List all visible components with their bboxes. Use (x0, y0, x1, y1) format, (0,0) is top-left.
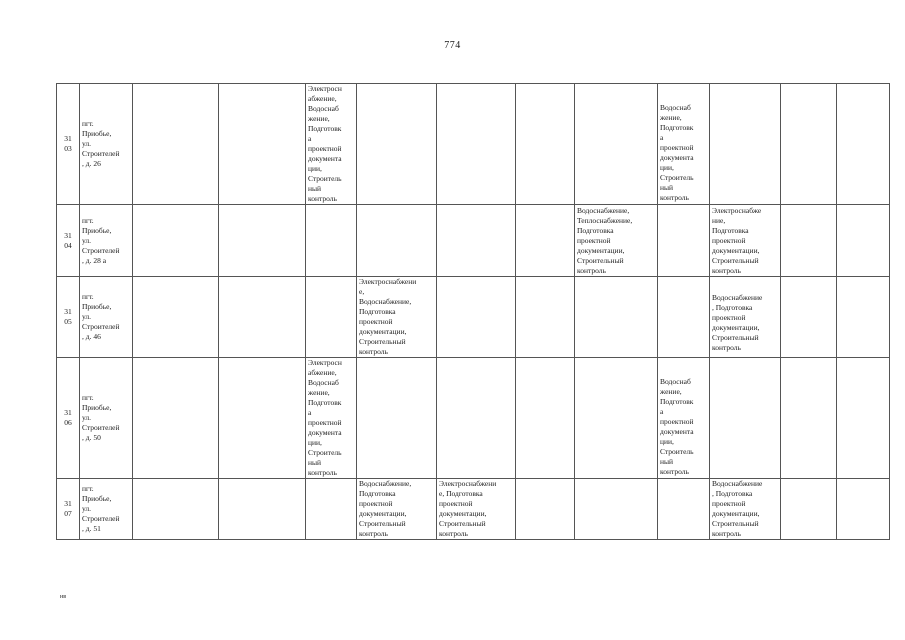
table-cell: Электросн абжение, Водоснаб жение, Подготовк а проектной документа ции, Строитель ный контроль (306, 84, 357, 205)
table-row (57, 277, 890, 358)
address-cell: пгт. Приобье, ул. Строителей , д. 50 (80, 358, 133, 479)
table-cell (710, 84, 781, 205)
table-cell (219, 358, 306, 479)
table-cell (219, 205, 306, 277)
table-cell (133, 277, 219, 358)
row-number: 31 07 (57, 479, 80, 540)
table-cell (306, 205, 357, 277)
table-cell: Электроснабжени е, Водоснабжение, Подготовка проектной документации, Строительный контроль (357, 277, 437, 358)
table-cell (219, 84, 306, 205)
table-cell: Водоснабжение , Подготовка проектной документации, Строительный контроль (710, 479, 781, 540)
table-row (57, 84, 890, 205)
table-cell (133, 479, 219, 540)
table-cell (516, 84, 575, 205)
table-cell: Водоснабжение , Подготовка проектной документации, Строительный контроль (710, 277, 781, 358)
table-cell (781, 479, 837, 540)
row-number: 31 04 (57, 205, 80, 277)
table-cell (437, 205, 516, 277)
table-cell (516, 358, 575, 479)
row-number: 31 05 (57, 277, 80, 358)
table-cell (575, 277, 658, 358)
table-cell (658, 479, 710, 540)
table-cell (781, 277, 837, 358)
table-cell (306, 479, 357, 540)
address-cell: пгт. Приобье, ул. Строителей , д. 28 а (80, 205, 133, 277)
table-cell: Водоснаб жение, Подготовк а проектной документа ции, Строитель ный контроль (658, 84, 710, 205)
table-cell (133, 205, 219, 277)
table-cell (516, 277, 575, 358)
table-cell (219, 479, 306, 540)
table-row (57, 479, 890, 540)
table-cell: Электросн абжение, Водоснаб жение, Подготовк а проектной документа ции, Строитель ный контроль (306, 358, 357, 479)
table-cell (357, 205, 437, 277)
table-cell (837, 358, 890, 479)
address-cell: пгт. Приобье, ул. Строителей , д. 46 (80, 277, 133, 358)
page-number: 774 (444, 40, 461, 51)
table-cell: Водоснаб жение, Подготовк а проектной документа ции, Строитель ный контроль (658, 358, 710, 479)
table-cell: Электроснабжени е, Подготовка проектной документации, Строительный контроль (437, 479, 516, 540)
table-cell (837, 205, 890, 277)
table-cell (781, 84, 837, 205)
table-cell: Электроснабже ние, Подготовка проектной документации, Строительный контроль (710, 205, 781, 277)
table-cell (133, 358, 219, 479)
table-cell (219, 277, 306, 358)
row-number: 31 03 (57, 84, 80, 205)
table-row (57, 358, 890, 479)
table-cell (357, 358, 437, 479)
table-cell (133, 84, 219, 205)
table-cell (437, 277, 516, 358)
table-cell (837, 277, 890, 358)
table-cell (837, 84, 890, 205)
table-cell (710, 358, 781, 479)
table-cell (516, 479, 575, 540)
footer-mark: нв (60, 594, 67, 600)
table-cell (306, 277, 357, 358)
table-cell: Водоснабжение, Подготовка проектной документации, Строительный контроль (357, 479, 437, 540)
table-cell (575, 358, 658, 479)
table-cell (781, 205, 837, 277)
table-cell (837, 479, 890, 540)
works-table (56, 83, 890, 540)
table-cell: Водоснабжение, Теплоснабжение, Подготовка проектной документации, Строительный контроль (575, 205, 658, 277)
table-cell (575, 479, 658, 540)
table-cell (575, 84, 658, 205)
table-cell (437, 358, 516, 479)
table-row (57, 205, 890, 277)
table-cell (658, 205, 710, 277)
address-cell: пгт. Приобье, ул. Строителей , д. 26 (80, 84, 133, 205)
table-cell (437, 84, 516, 205)
table-cell (357, 84, 437, 205)
row-number: 31 06 (57, 358, 80, 479)
table-cell (658, 277, 710, 358)
table-cell (781, 358, 837, 479)
table-cell (516, 205, 575, 277)
address-cell: пгт. Приобье, ул. Строителей , д. 51 (80, 479, 133, 540)
